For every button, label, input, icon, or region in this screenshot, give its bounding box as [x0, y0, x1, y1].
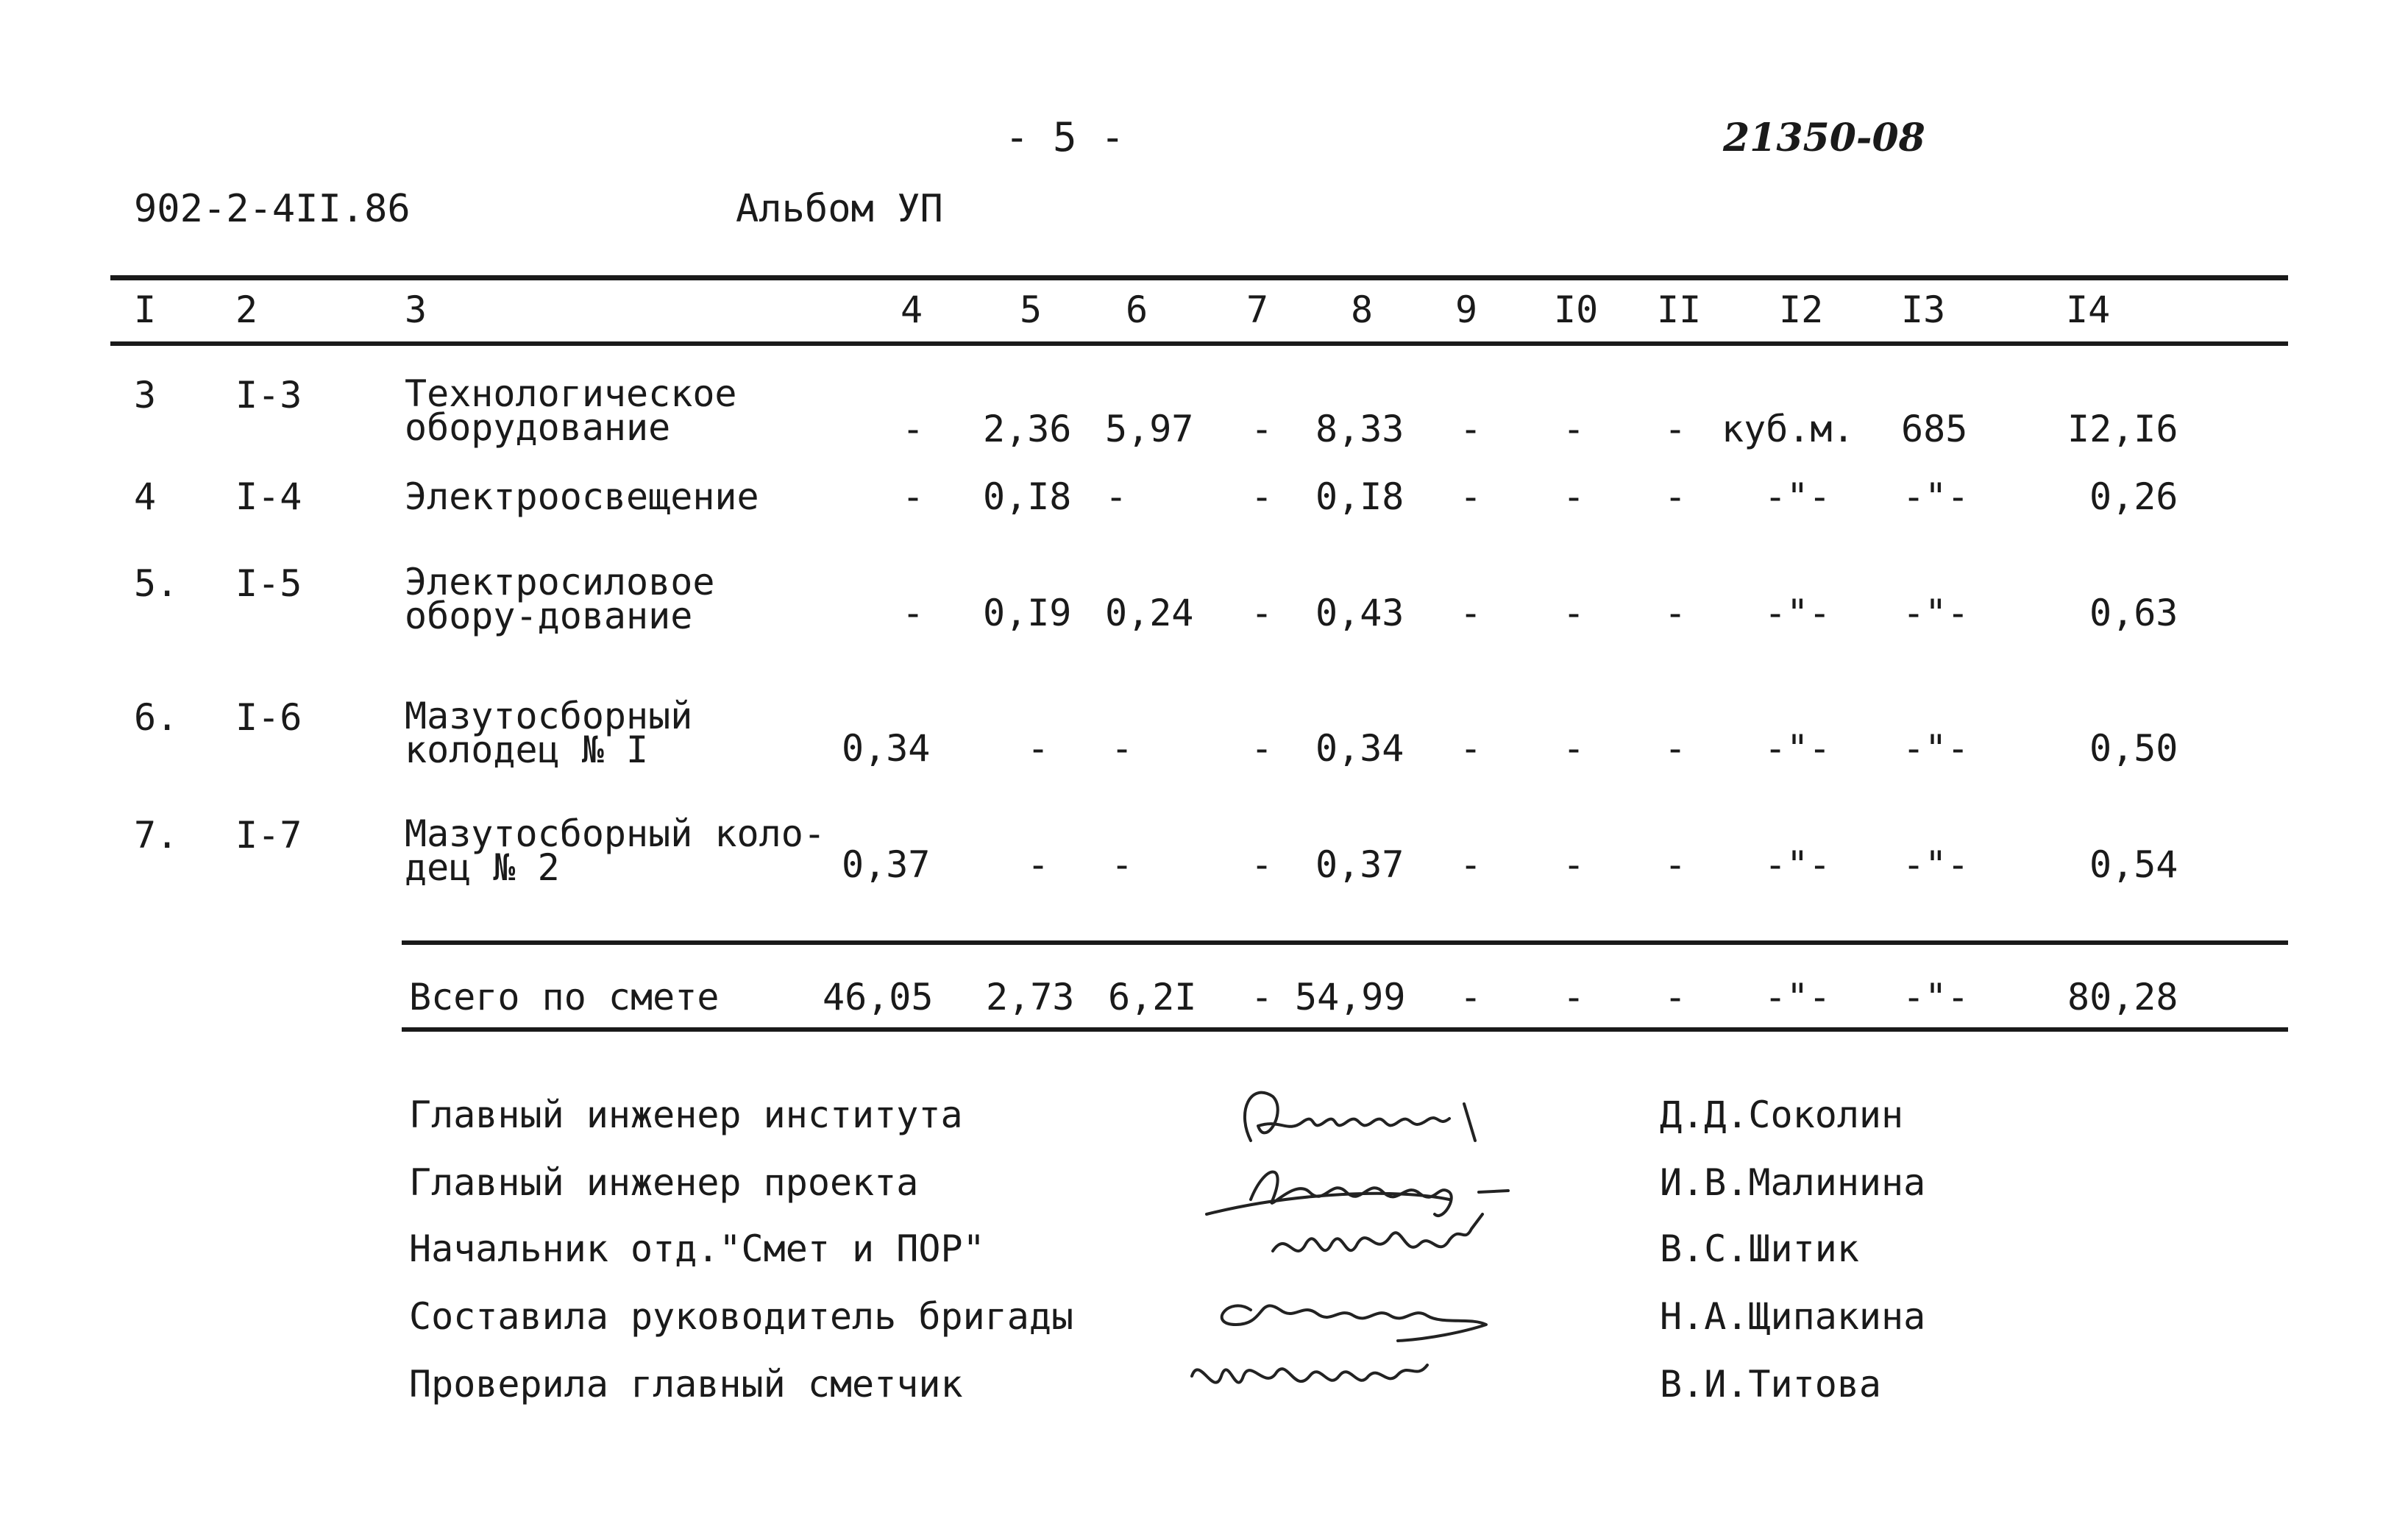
cell-col14: 0,50 [2089, 727, 2178, 770]
cell-col9: - [1460, 592, 1482, 634]
cell-col5: - [1027, 727, 1050, 770]
cell-col8: 8,33 [1315, 408, 1404, 450]
cell-col10: - [1563, 408, 1585, 450]
cell-col13: -"- [1903, 727, 1970, 770]
total-col6: 6,2I [1108, 976, 1197, 1018]
row-code: I-4 [235, 475, 302, 518]
album-label: Альбом УП [736, 187, 943, 231]
table-header-rule [110, 341, 2288, 346]
signature-name: Д.Д.Соколин [1660, 1094, 1904, 1136]
signature-role: Проверила главный сметчик [409, 1363, 963, 1406]
total-col12: -"- [1764, 976, 1831, 1018]
total-col8: 54,99 [1295, 976, 1406, 1018]
row-code: I-3 [235, 374, 302, 417]
cell-col6: - [1111, 843, 1134, 886]
signature-role: Начальник отд."Смет и ПОР" [409, 1227, 985, 1270]
cell-col12: куб.м. [1722, 408, 1855, 450]
row-name: Электроосвещение [405, 475, 759, 518]
cell-col4: 0,37 [842, 843, 931, 886]
column-header: I2 [1779, 288, 1824, 331]
cell-col8: 0,37 [1315, 843, 1404, 886]
row-code: I-5 [235, 562, 302, 605]
cell-col14: 0,63 [2089, 592, 2178, 634]
cell-col13: -"- [1903, 843, 1970, 886]
cell-col5: 0,I9 [983, 592, 1072, 634]
signature-role: Главный инженер института [409, 1094, 963, 1136]
total-col4: 46,05 [823, 976, 934, 1018]
cell-col13: 685 [1901, 408, 1968, 450]
row-name: Электросиловое обору-дование [405, 561, 715, 637]
row-number: 7. [134, 814, 179, 857]
page-number: - 5 - [1005, 114, 1125, 160]
column-header: 3 [405, 288, 427, 331]
signature-name: Н.А.Щипакина [1660, 1295, 1926, 1338]
cell-col5: - [1027, 843, 1050, 886]
signature-name: В.И.Титова [1660, 1363, 1882, 1406]
cell-col10: - [1563, 727, 1585, 770]
cell-col11: - [1664, 592, 1687, 634]
cell-col11: - [1664, 843, 1687, 886]
cell-col7: - [1251, 843, 1274, 886]
signature-name: И.В.Малинина [1660, 1161, 1926, 1204]
row-number: 3 [134, 374, 157, 417]
cell-col10: - [1563, 843, 1585, 886]
cell-col5: 0,I8 [983, 475, 1072, 518]
cell-col4: - [902, 475, 925, 518]
total-col14: 80,28 [2067, 976, 2178, 1018]
total-top-rule [402, 940, 2288, 945]
column-header: I [134, 288, 157, 331]
total-bottom-rule [402, 1027, 2288, 1032]
cell-col14: I2,I6 [2067, 408, 2178, 450]
total-col7: - [1251, 976, 1274, 1018]
row-number: 5. [134, 562, 179, 605]
cell-col4: 0,34 [842, 727, 931, 770]
column-header: 8 [1351, 288, 1374, 331]
cell-col4: - [902, 592, 925, 634]
total-col13: -"- [1903, 976, 1970, 1018]
row-name: Мазутосборный коло-дец № 2 [405, 812, 825, 889]
column-header: II [1657, 288, 1702, 331]
cell-col9: - [1460, 843, 1482, 886]
column-header: 7 [1246, 288, 1269, 331]
cell-col9: - [1460, 475, 1482, 518]
row-number: 4 [134, 475, 157, 518]
cell-col12: -"- [1764, 727, 1831, 770]
cell-col13: -"- [1903, 475, 1970, 518]
cell-col10: - [1563, 592, 1585, 634]
cell-col11: - [1664, 475, 1687, 518]
cell-col8: 0,34 [1315, 727, 1404, 770]
cell-col9: - [1460, 408, 1482, 450]
cell-col12: -"- [1764, 843, 1831, 886]
column-header: I3 [1901, 288, 1946, 331]
cell-col6: 5,97 [1105, 408, 1194, 450]
column-header: 9 [1455, 288, 1478, 331]
cell-col9: - [1460, 727, 1482, 770]
signature-name: В.С.Шитик [1660, 1227, 1859, 1270]
cell-col12: -"- [1764, 475, 1831, 518]
total-col10: - [1563, 976, 1585, 1018]
total-label: Всего по смете [409, 976, 720, 1018]
column-header: 5 [1020, 288, 1043, 331]
column-header: 6 [1126, 288, 1148, 331]
cell-col11: - [1664, 408, 1687, 450]
row-name: Мазутосборный колодец № I [405, 695, 693, 771]
handwritten-signature-shchipakina [1207, 1280, 1501, 1354]
cell-col10: - [1563, 475, 1585, 518]
total-col5: 2,73 [986, 976, 1075, 1018]
document-code-handwritten: 21350-08 [1723, 116, 1925, 160]
cell-col8: 0,43 [1315, 592, 1404, 634]
signature-role: Составила руководитель бригады [409, 1295, 1074, 1338]
signature-role: Главный инженер проекта [409, 1161, 919, 1204]
cell-col14: 0,54 [2089, 843, 2178, 886]
handwritten-signature-shitik [1273, 1214, 1494, 1280]
cell-col7: - [1251, 727, 1274, 770]
cell-col7: - [1251, 592, 1274, 634]
cell-col12: -"- [1764, 592, 1831, 634]
row-name: Технологическое оборудование [405, 372, 737, 449]
cell-col7: - [1251, 408, 1274, 450]
cell-col13: -"- [1903, 592, 1970, 634]
cell-col6: 0,24 [1105, 592, 1194, 634]
cell-col6: - [1105, 475, 1128, 518]
table-top-rule [110, 275, 2288, 280]
cell-col11: - [1664, 727, 1687, 770]
total-col9: - [1460, 976, 1482, 1018]
project-code: 902-2-4II.86 [134, 187, 411, 231]
column-header: I4 [2066, 288, 2111, 331]
column-header: 2 [235, 288, 258, 331]
total-col11: - [1664, 976, 1687, 1018]
row-code: I-6 [235, 696, 302, 739]
cell-col6: - [1111, 727, 1134, 770]
cell-col5: 2,36 [983, 408, 1072, 450]
column-header: I0 [1554, 288, 1599, 331]
cell-col8: 0,I8 [1315, 475, 1404, 518]
column-header: 4 [901, 288, 923, 331]
row-number: 6. [134, 696, 179, 739]
cell-col4: - [902, 408, 925, 450]
cell-col7: - [1251, 475, 1274, 518]
cell-col14: 0,26 [2089, 475, 2178, 518]
row-code: I-7 [235, 814, 302, 857]
handwritten-signature-titova [1192, 1347, 1442, 1413]
